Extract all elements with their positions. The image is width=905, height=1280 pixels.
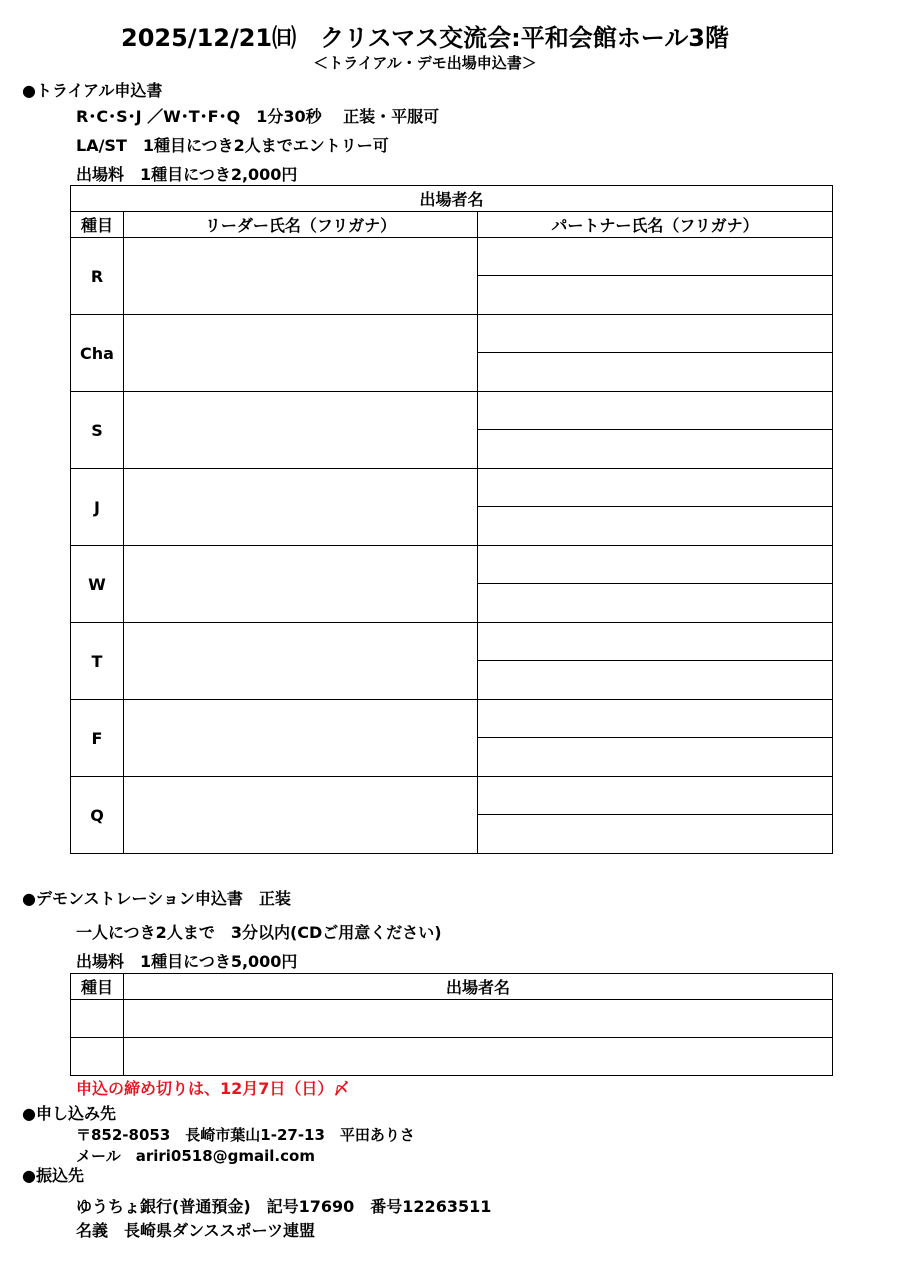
trial-partner-cell[interactable] <box>478 276 833 315</box>
trial-leader-cell[interactable] <box>124 546 478 623</box>
trial-partner-cell[interactable] <box>478 469 833 507</box>
trial-partner-cell[interactable] <box>478 738 833 777</box>
trial-heading: ●トライアル申込書 <box>22 81 163 100</box>
trial-leader-cell[interactable] <box>124 777 478 854</box>
trial-leader-cell[interactable] <box>124 392 478 469</box>
trial-leader-cell[interactable] <box>124 238 478 315</box>
trial-partner-cell[interactable] <box>478 623 833 661</box>
trial-leader-cell[interactable] <box>124 469 478 546</box>
trial-partner-cell[interactable] <box>478 238 833 276</box>
trial-table-caption: 出場者名 <box>71 186 833 212</box>
payment-holder: 名義 長崎県ダンススポーツ連盟 <box>76 1221 316 1240</box>
contact-address: 〒852-8053 長崎市葉山1-27-13 平田ありさ <box>76 1126 415 1144</box>
trial-rules-line: R･C･S･J ／W･T･F･Q 1分30秒 正装・平服可 <box>76 107 440 126</box>
trial-event-label: W <box>71 546 124 623</box>
demo-col-event-header: 種目 <box>71 974 124 1000</box>
demo-name-cell[interactable] <box>124 1038 833 1076</box>
page-title: 2025/12/21㈰ クリスマス交流会:平和会館ホール3階 <box>121 24 729 52</box>
trial-partner-cell[interactable] <box>478 507 833 546</box>
demo-entry-table <box>70 973 833 1076</box>
trial-entry-line: LA/ST 1種目につき2人までエントリー可 <box>76 136 389 155</box>
demo-fee-line: 出場料 1種目につき5,000円 <box>76 952 298 971</box>
trial-partner-cell[interactable] <box>478 777 833 815</box>
payment-bank: ゆうちょ銀行(普通預金) 記号17690 番号12263511 <box>76 1197 492 1216</box>
trial-event-label: T <box>71 623 124 700</box>
trial-partner-cell[interactable] <box>478 584 833 623</box>
trial-leader-cell[interactable] <box>124 700 478 777</box>
trial-event-label: S <box>71 392 124 469</box>
trial-col-event-header: 種目 <box>71 212 124 238</box>
trial-entry-table <box>70 185 833 854</box>
trial-leader-cell[interactable] <box>124 623 478 700</box>
trial-event-label: F <box>71 700 124 777</box>
trial-leader-cell[interactable] <box>124 315 478 392</box>
trial-fee-line: 出場料 1種目につき2,000円 <box>76 165 298 184</box>
demo-event-cell[interactable] <box>71 1038 124 1076</box>
demo-col-name-header: 出場者名 <box>124 974 833 1000</box>
trial-event-label: Q <box>71 777 124 854</box>
demo-name-cell[interactable] <box>124 1000 833 1038</box>
demo-event-cell[interactable] <box>71 1000 124 1038</box>
trial-partner-cell[interactable] <box>478 430 833 469</box>
demo-limit-line: 一人につき2人まで 3分以内(CDご用意ください) <box>76 923 442 942</box>
page-subtitle: ＜トライアル・デモ出場申込書＞ <box>313 54 537 72</box>
deadline-notice: 申込の締め切りは、12月7日（日）〆 <box>76 1079 350 1098</box>
trial-partner-cell[interactable] <box>478 392 833 430</box>
demo-heading: ●デモンストレーション申込書 正装 <box>22 889 291 908</box>
trial-col-leader-header: リーダー氏名（フリガナ） <box>124 212 478 238</box>
trial-partner-cell[interactable] <box>478 546 833 584</box>
trial-partner-cell[interactable] <box>478 700 833 738</box>
trial-event-label: R <box>71 238 124 315</box>
payment-heading: ●振込先 <box>22 1166 84 1185</box>
trial-partner-cell[interactable] <box>478 815 833 854</box>
trial-event-label: Cha <box>71 315 124 392</box>
contact-email[interactable]: メール ariri0518@gmail.com <box>76 1147 315 1165</box>
trial-event-label: J <box>71 469 124 546</box>
trial-partner-cell[interactable] <box>478 661 833 700</box>
contact-heading: ●申し込み先 <box>22 1104 116 1123</box>
trial-col-partner-header: パートナー氏名（フリガナ） <box>478 212 833 238</box>
trial-partner-cell[interactable] <box>478 353 833 392</box>
trial-partner-cell[interactable] <box>478 315 833 353</box>
